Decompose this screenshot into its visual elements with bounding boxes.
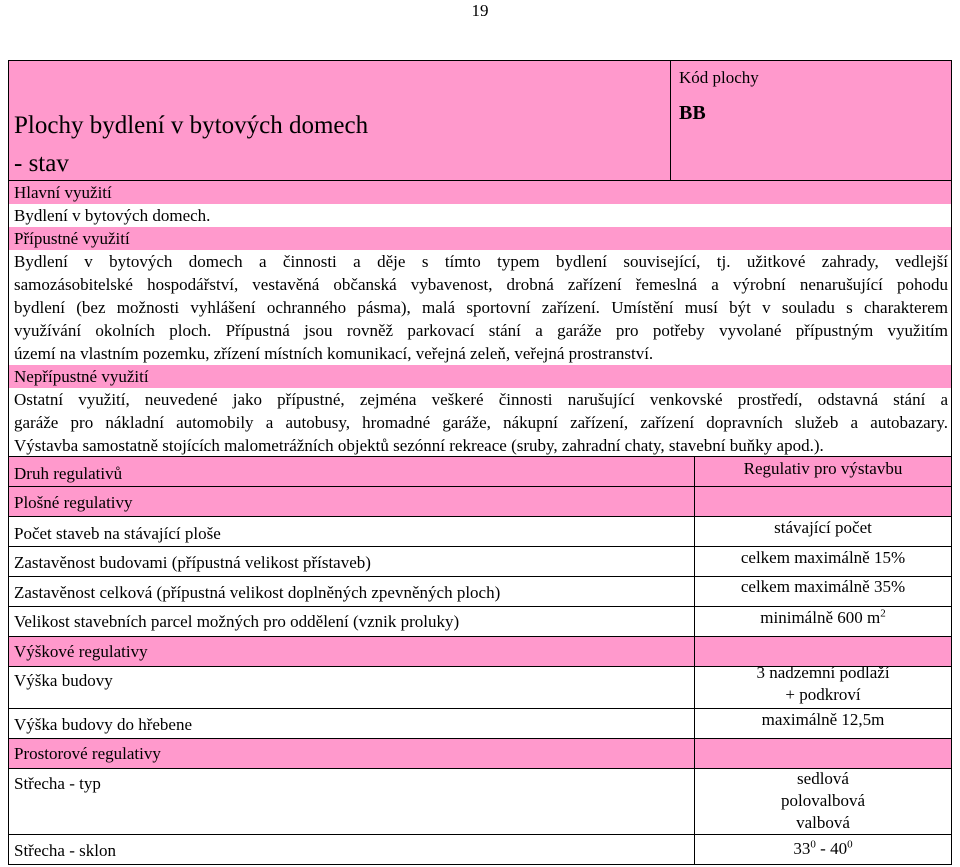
building-height-label-cell (9, 667, 695, 708)
roof-slope-to: 40 (830, 839, 848, 858)
main-use-text: Bydlení v bytových domech. (14, 206, 211, 225)
forbidden-use-line: Ostatní využití, neuvedené jako přípustné, zejména veškeré činnosti narušující venkovské prostředí, odstavná stání a (14, 390, 948, 409)
plot-size-label-cell (9, 607, 695, 636)
roof-type-row (8, 769, 952, 835)
permitted-use-line: bydlení (bez možnosti vyhlášení ochranného pásma), malá sportovní zařízení. Umístění musí být v souladu s charakterem (14, 298, 948, 317)
title-cell (9, 61, 671, 180)
forbidden-use-line: garáže pro nákladní automobily a autobusy, hromadné garáže, nákupní zařízení, zařízení dopravních služeb a autobazary. (14, 413, 948, 432)
total-coverage-label-cell (9, 577, 695, 606)
plot-size-exponent: 2 (880, 607, 886, 620)
permitted-use-heading-band (8, 227, 952, 250)
permitted-use-line: samozásobitelské hospodářství, vestavěná občanská vybavenost, drobná zařízení řemeslná a výrobní nenarušující pohodu (14, 275, 948, 294)
built-up-ratio-value-cell (695, 547, 951, 576)
regulations-type-heading: Druh regulativů (14, 464, 123, 483)
spatial-regulations-heading: Prostorové regulativy (14, 744, 161, 763)
building-count-label-cell (9, 517, 695, 546)
forbidden-use-line: Výstavba samostatně stojících malometrážních objektů sezónní rekreace (sruby, zahradní chaty, stavební buňky apod.). (14, 436, 824, 455)
area-regulations-heading: Plošné regulativy (14, 493, 133, 512)
height-regulations-cell (9, 637, 695, 666)
roof-slope-value-cell (695, 835, 951, 864)
permitted-use-text-band (8, 250, 952, 365)
main-use-heading-band (8, 181, 952, 204)
regulations-value-cell (695, 457, 951, 486)
page-number: 19 (471, 1, 489, 20)
building-height-value-line-1: 3 nadzemní podlaží (756, 663, 890, 682)
forbidden-use-heading: Nepřípustné využití (14, 367, 149, 386)
area-regulations-cell (9, 487, 695, 516)
roof-slope-value (695, 838, 951, 860)
built-up-ratio-label: Zastavěnost budovami (přípustná velikost přístaveb) (14, 553, 371, 572)
main-use-heading: Hlavní využití (14, 183, 112, 202)
building-count-label: Počet staveb na stávající ploše (14, 524, 221, 543)
main-use-text-band (8, 204, 952, 227)
regulations-type-cell (9, 457, 695, 486)
ridge-height-row (8, 709, 952, 739)
total-coverage-label: Zastavěnost celková (přípustná velikost doplněných zpevněných ploch) (14, 583, 501, 602)
roof-type-option: polovalbová (780, 791, 866, 810)
regulations-value-heading: Regulativ pro výstavbu (743, 459, 903, 478)
total-coverage-value: celkem maximálně 35% (740, 577, 906, 596)
spatial-regulations-cell (9, 739, 695, 768)
forbidden-use-heading-band (8, 365, 952, 388)
roof-slope-row (8, 835, 952, 865)
roof-slope-label: Střecha - sklon (14, 841, 116, 860)
ridge-height-value-cell (695, 709, 951, 738)
total-coverage-value-cell (695, 577, 951, 606)
built-up-ratio-label-cell (9, 547, 695, 576)
plot-size-label: Velikost stavebních parcel možných pro oddělení (vznik proluky) (14, 612, 460, 631)
plot-size-value-cell (695, 607, 951, 636)
building-count-value: stávající počet (774, 518, 872, 537)
building-count-value-cell (695, 517, 951, 546)
built-up-ratio-value: celkem maximálně 15% (740, 548, 906, 567)
roof-type-option: sedlová (797, 769, 849, 788)
plot-size-amount: minimálně 600 m (760, 608, 881, 627)
roof-slope-label-cell (9, 835, 695, 864)
code-value: BB (679, 102, 706, 124)
title-line-2: - stav (14, 150, 69, 177)
regulations-header-row (8, 457, 952, 487)
degree-symbol: 0 (847, 838, 853, 851)
built-up-ratio-row (8, 547, 952, 577)
degree-symbol: 0 (810, 838, 816, 851)
total-coverage-row (8, 577, 952, 607)
plot-size-value (695, 607, 951, 629)
permitted-use-heading: Přípustné využití (14, 229, 130, 248)
ridge-height-label: Výška budovy do hřebene (14, 715, 192, 734)
permitted-use-line: využívání okolních ploch. Přípustná jsou rovněž parkovací stání a garáže pro potřeby vyvolané přípustným využitím (14, 321, 948, 340)
roof-type-option: valbová (796, 813, 850, 832)
building-height-row (8, 663, 952, 709)
roof-slope-from: 33 (793, 839, 811, 858)
ridge-height-value: maximálně 12,5m (761, 710, 885, 729)
page-title (14, 107, 368, 183)
permitted-use-line: území na vlastním pozemku, zřízení místních komunikací, veřejná zeleň, veřejná prostranství. (14, 344, 654, 363)
area-regulations-row (8, 487, 952, 517)
plot-size-row (8, 607, 952, 637)
roof-type-label: Střecha - typ (14, 774, 101, 793)
spatial-regulations-empty-cell (695, 739, 951, 768)
ridge-height-label-cell (9, 709, 695, 738)
building-count-row (8, 517, 952, 547)
area-regulations-empty-cell (695, 487, 951, 516)
building-height-label: Výška budovy (14, 671, 113, 690)
building-height-value-line-2: + podkroví (785, 685, 861, 704)
roof-slope-separator: - (815, 839, 831, 858)
spatial-regulations-row (8, 739, 952, 769)
roof-type-label-cell (9, 769, 695, 834)
height-regulations-heading: Výškové regulativy (14, 642, 148, 661)
forbidden-use-text-band (8, 388, 952, 457)
permitted-use-line: Bydlení v bytových domech a činnosti a děje s tímto typem bydlení související, tj. užitkové zahrady, vedlejší (14, 252, 948, 271)
code-cell (671, 61, 951, 180)
building-height-value-cell (695, 663, 951, 708)
roof-type-value-cell (695, 769, 951, 834)
title-line-1: Plochy bydlení v bytových domech (14, 112, 369, 139)
header-table (8, 60, 952, 181)
code-label: Kód plochy (679, 68, 759, 87)
